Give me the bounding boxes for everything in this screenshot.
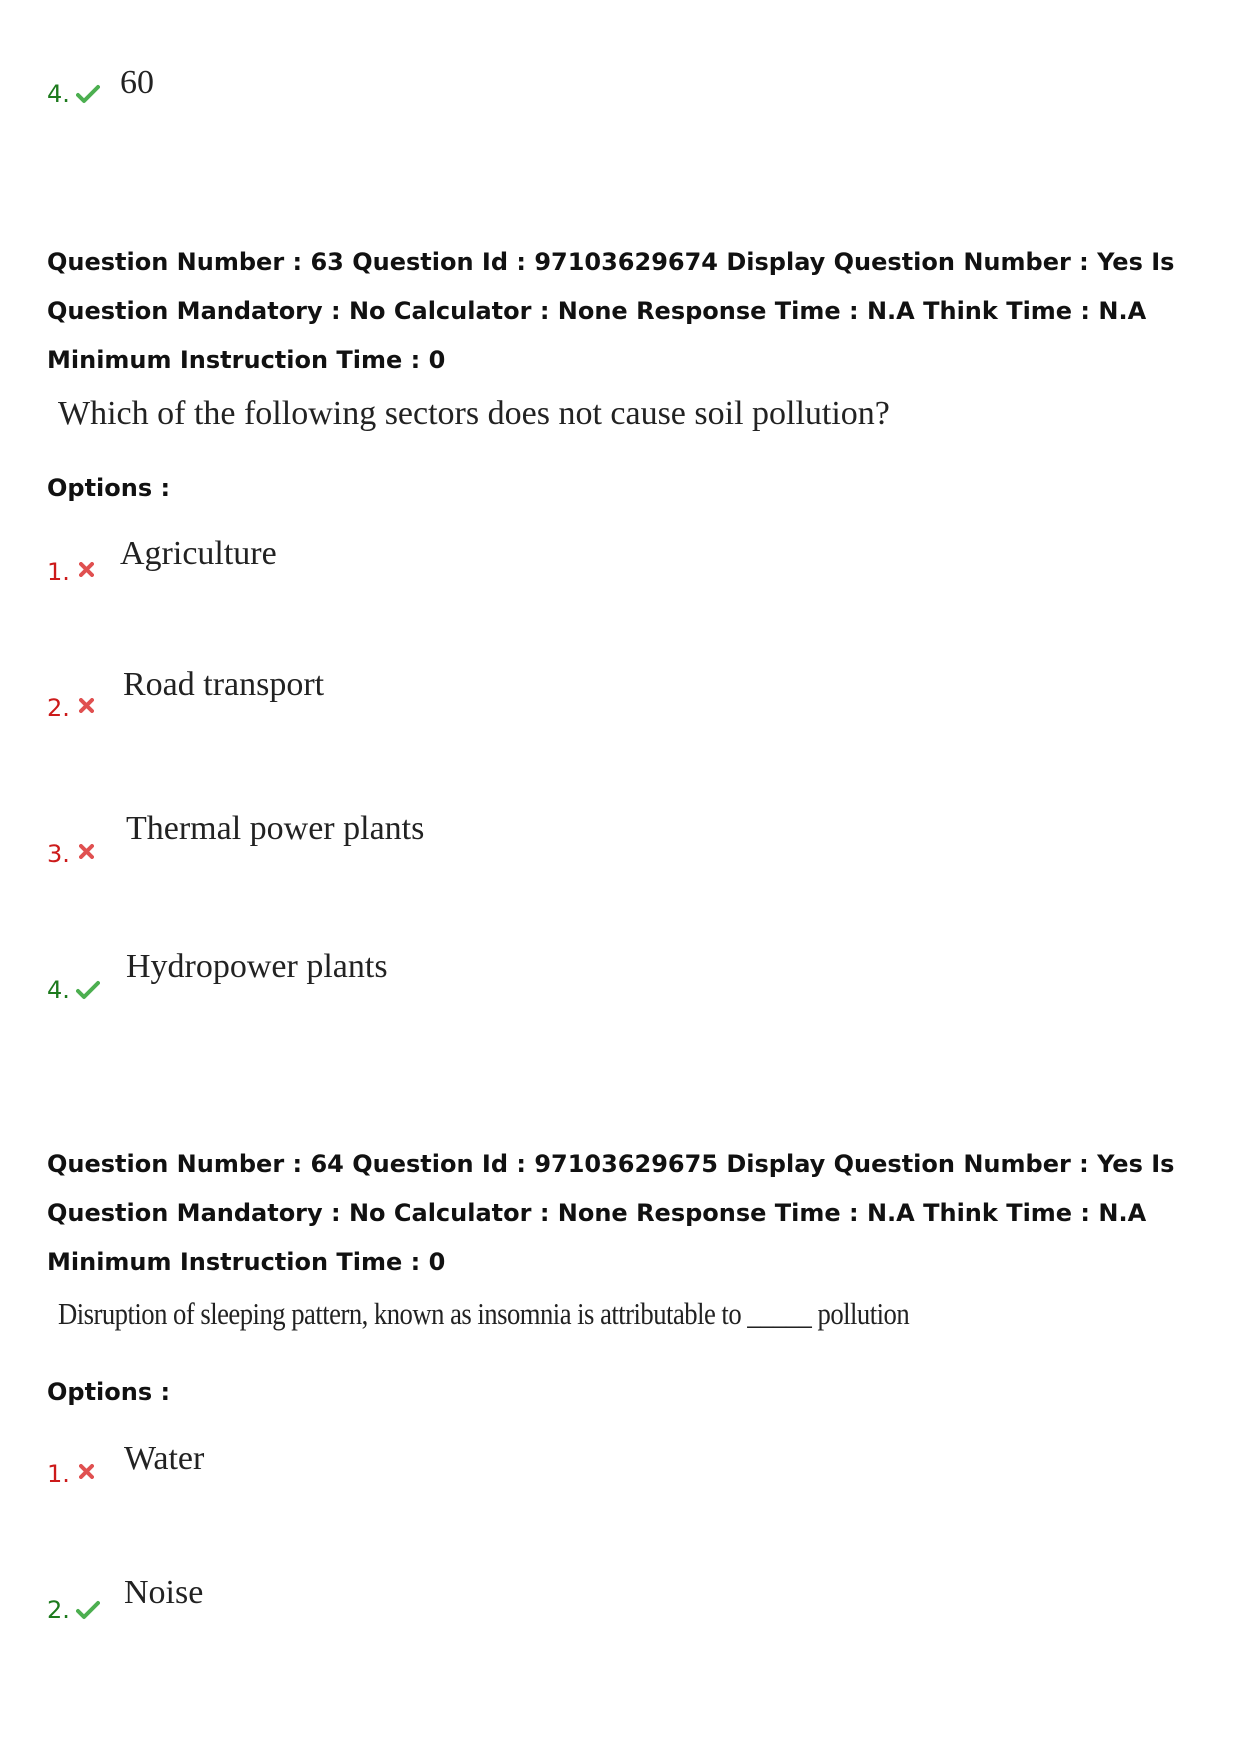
option-text: Noise bbox=[124, 1574, 204, 1611]
question-text: Disruption of sleeping pattern, known as insomnia is attributable to _____ pollution bbox=[58, 1296, 910, 1331]
option-text: Water bbox=[124, 1440, 205, 1477]
options-label: Options : bbox=[47, 1378, 171, 1406]
option-number: 2. bbox=[47, 1596, 70, 1624]
check-icon bbox=[76, 980, 100, 1000]
option-text: Agriculture bbox=[120, 535, 277, 572]
option-text: Thermal power plants bbox=[126, 810, 425, 847]
option-number: 3. bbox=[47, 840, 70, 868]
option-number: 2. bbox=[47, 694, 70, 722]
cross-icon bbox=[79, 562, 94, 577]
option-text: 60 bbox=[120, 64, 154, 101]
option-number: 4. bbox=[47, 80, 70, 108]
question-meta: Question Number : 64 Question Id : 97103629675 Display Question Number : Yes Is Question Mandatory : No Calculator : None Response Time : N.A Think Time : N.A Minimum Instruction Time : 0 bbox=[47, 1150, 1175, 1276]
question-meta: Question Number : 63 Question Id : 97103629674 Display Question Number : Yes Is Question Mandatory : No Calculator : None Response Time : N.A Think Time : N.A Minimum Instruction Time : 0 bbox=[47, 248, 1175, 374]
option-number: 4. bbox=[47, 976, 70, 1004]
check-icon bbox=[76, 84, 100, 104]
option-text: Hydropower plants bbox=[126, 948, 388, 985]
option-text: Road transport bbox=[123, 666, 325, 703]
cross-icon bbox=[79, 1464, 94, 1479]
option-number: 1. bbox=[47, 558, 70, 586]
question-text: Which of the following sectors does not cause soil pollution? bbox=[58, 395, 890, 432]
check-icon bbox=[76, 1600, 100, 1620]
option-number: 1. bbox=[47, 1460, 70, 1488]
cross-icon bbox=[79, 698, 94, 713]
options-label: Options : bbox=[47, 474, 171, 502]
cross-icon bbox=[79, 844, 94, 859]
